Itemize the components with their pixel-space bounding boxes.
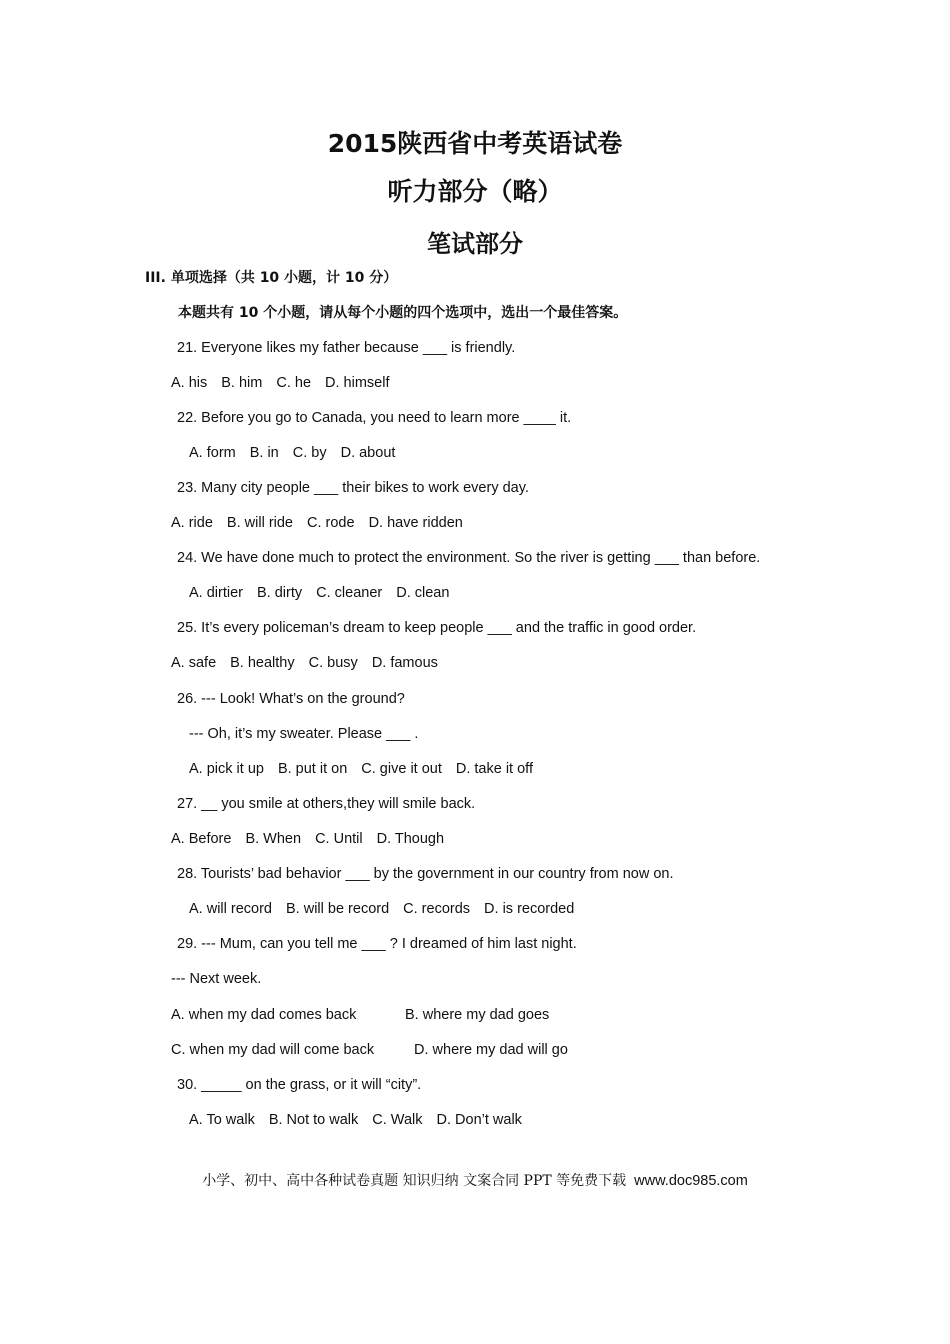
option-c: C. Walk [372,1112,423,1128]
section-instruction: 本题共有 10 个小题，请从每个小题的四个选项中，选出一个最佳答案。 [178,305,628,321]
option-d: D. Though [376,831,445,847]
option-a: A. pick it up [189,761,264,777]
option-b: B. put it on [277,761,348,777]
option-a: A. ride [171,515,213,531]
question-stem: 21. Everyone likes my father because ___ is friendly. [177,340,516,356]
option-b: B. Not to walk [268,1112,359,1128]
option-c: C. cleaner [316,585,383,601]
option-b: B. dirty [257,585,303,601]
question-stem: 28. Tourists’ bad behavior ___ by the government in our country from now on. [177,866,674,882]
option-c: C. busy [308,655,358,671]
option-a: A. when my dad comes back [171,1007,357,1023]
question-options [189,583,463,603]
exam-title: 2015陕西省中考英语试卷 [327,129,623,158]
question-stem-reply: --- Next week. [171,971,262,987]
option-c: C. by [292,445,327,461]
question-options [171,373,404,393]
option-b: B. him [221,375,263,391]
option-a: A. will record [189,901,272,917]
option-d: D. clean [396,585,450,601]
option-a: A. dirtier [189,585,243,601]
footer-link[interactable]: www.doc985.com [634,1173,748,1189]
option-a: A. To walk [189,1112,255,1128]
written-subtitle: 笔试部分 [427,230,523,258]
option-a: A. safe [171,655,217,671]
option-c: C. when my dad will come back [171,1042,375,1058]
option-d: D. Don’t walk [436,1112,522,1128]
question-options [189,1110,536,1130]
option-d: D. famous [371,655,438,671]
question-options [189,759,547,779]
option-a: A. his [171,375,208,391]
option-b: B. will be record [286,901,390,917]
option-c: C. rode [307,515,355,531]
option-b: B. will ride [226,515,293,531]
option-b: B. where my dad goes [405,1007,550,1023]
option-d: D. where my dad will go [414,1042,568,1058]
question-stem: 30. _____ on the grass, or it will “city”. [177,1077,422,1093]
question-stem: 26. --- Look! What’s on the ground? [177,691,405,707]
option-c: C. Until [315,831,363,847]
question-options [171,653,452,673]
question-stem: 23. Many city people ___ their bikes to work every day. [177,480,529,496]
question-stem: 25. It’s every policeman’s dream to keep people ___ and the traffic in good order. [177,620,697,636]
question-stem: 27. __ you smile at others,they will smile back. [177,796,476,812]
option-b: B. healthy [230,655,295,671]
question-options [189,443,409,463]
page-footer [0,1170,950,1190]
option-c: C. he [276,375,312,391]
option-d: D. is recorded [484,901,575,917]
option-d: D. about [340,445,396,461]
question-options [189,899,588,919]
section-heading: III. 单项选择（共 10 小题，计 10 分） [145,270,398,286]
option-c: C. give it out [361,761,442,777]
option-d: D. himself [325,375,390,391]
question-options [171,513,477,533]
footer-text: 小学、初中、高中各种试卷真题 知识归纳 文案合同 PPT 等免费下载 [202,1173,627,1189]
question-stem: 29. --- Mum, can you tell me ___ ? I dreamed of him last night. [177,936,577,952]
option-d: D. have ridden [368,515,463,531]
option-d: D. take it off [455,761,533,777]
option-a: A. form [189,445,236,461]
question-stem-reply: --- Oh, it’s my sweater. Please ___ . [189,726,419,742]
question-options [171,829,458,849]
option-c: C. records [403,901,471,917]
question-stem: 22. Before you go to Canada, you need to learn more ____ it. [177,410,572,426]
listening-subtitle: 听力部分（略） [387,177,563,206]
option-b: B. When [245,831,302,847]
option-a: A. Before [171,831,232,847]
option-b: B. in [249,445,279,461]
question-stem: 24. We have done much to protect the environment. So the river is getting ___ than before. [177,550,761,566]
